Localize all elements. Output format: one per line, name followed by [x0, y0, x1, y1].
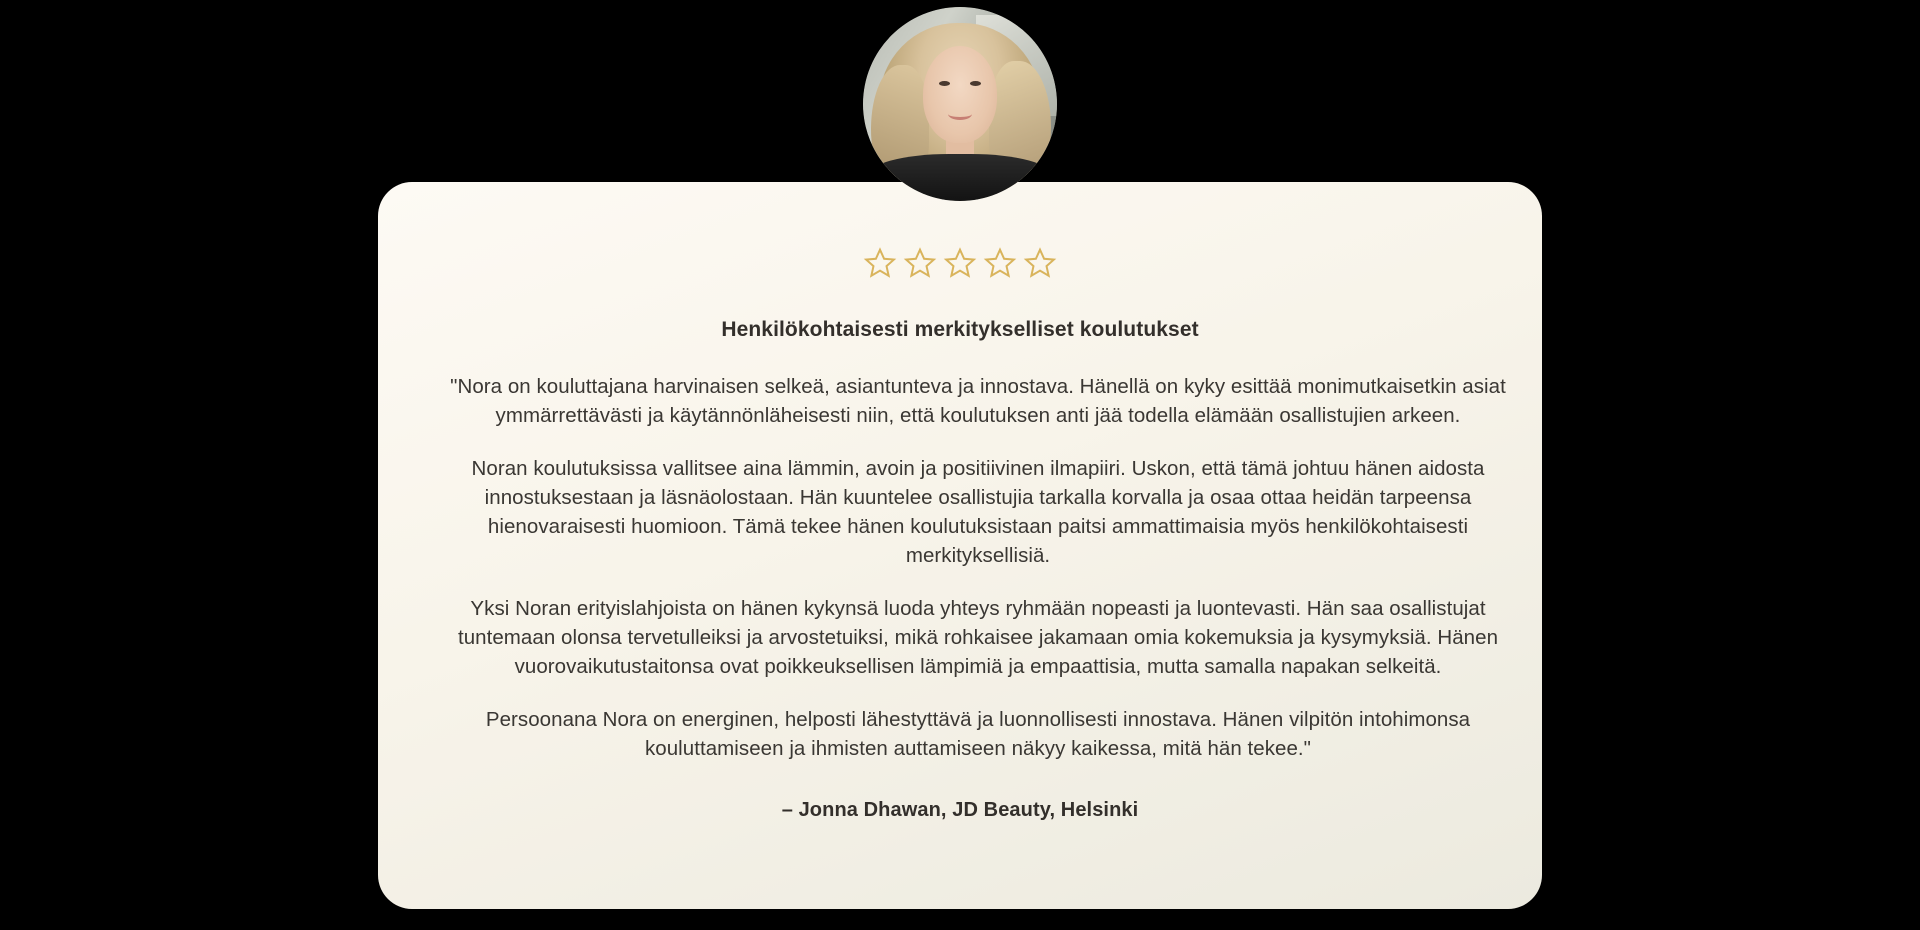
photo-eye-left	[939, 81, 951, 86]
testimonial-content	[378, 182, 1542, 822]
star-outline-icon	[903, 246, 937, 284]
avatar-photo	[863, 7, 1057, 201]
testimonial-card	[378, 182, 1542, 909]
rating-stars	[428, 246, 1492, 284]
photo-smile	[948, 108, 971, 120]
star-outline-icon	[863, 246, 897, 284]
star-outline-icon	[983, 246, 1017, 284]
photo-eye-right	[970, 81, 982, 86]
photo-face	[923, 46, 997, 143]
testimonial-attribution: – Jonna Dhawan, JD Beauty, Helsinki	[781, 799, 1139, 821]
testimonial-headline: Henkilökohtaisesti merkitykselliset koulutukset	[721, 318, 1199, 341]
star-outline-icon	[943, 246, 977, 284]
testimonial-paragraph: "Nora on kouluttajana harvinaisen selkeä, asiantunteva ja innostava. Hänellä on kyky esittää monimutkaisetkin asiat ymmärrettävästi ja käytännönläheisesti niin, että koulutuksen anti jää todella elämään osallistujien arkeen.	[450, 375, 1506, 427]
testimonial-paragraph: Noran koulutuksissa vallitsee aina lämmin, avoin ja positiivinen ilmapiiri. Uskon, että tämä johtuu hänen aidosta innostuksestaan ja läsnäolostaan. Hän kuuntelee osallistujia tarkalla korvalla ja osaa ottaa heidän tarpeensa hienovaraisesti huomioon. Tämä tekee hänen koulutuksistaan paitsi ammattimaisia myös henkilökohtaisesti merkityksellisiä.	[471, 457, 1485, 567]
avatar	[863, 7, 1057, 201]
star-outline-icon	[1023, 246, 1057, 284]
testimonial-paragraph: Persoonana Nora on energinen, helposti lähestyttävä ja luonnollisesti innostava. Hänen vilpitön intohimonsa kouluttamiseen ja ihmisten auttamiseen näkyy kaikessa, mitä hän tekee."	[485, 708, 1471, 760]
testimonial-paragraph: Yksi Noran erityislahjoista on hänen kykynsä luoda yhteys ryhmään nopeasti ja luontevasti. Hän saa osallistujat tuntemaan olonsa tervetulleiksi ja arvostetuiksi, mikä rohkaisee jakamaan omia kokemuksia ja kysymyksiä. Hänen vuorovaikutustaitonsa ovat poikkeuksellisen lämpimiä ja empaattisia, mutta samalla napakan selkeitä.	[457, 597, 1499, 678]
photo-shirt	[867, 154, 1053, 201]
testimonial-body	[428, 372, 1528, 763]
